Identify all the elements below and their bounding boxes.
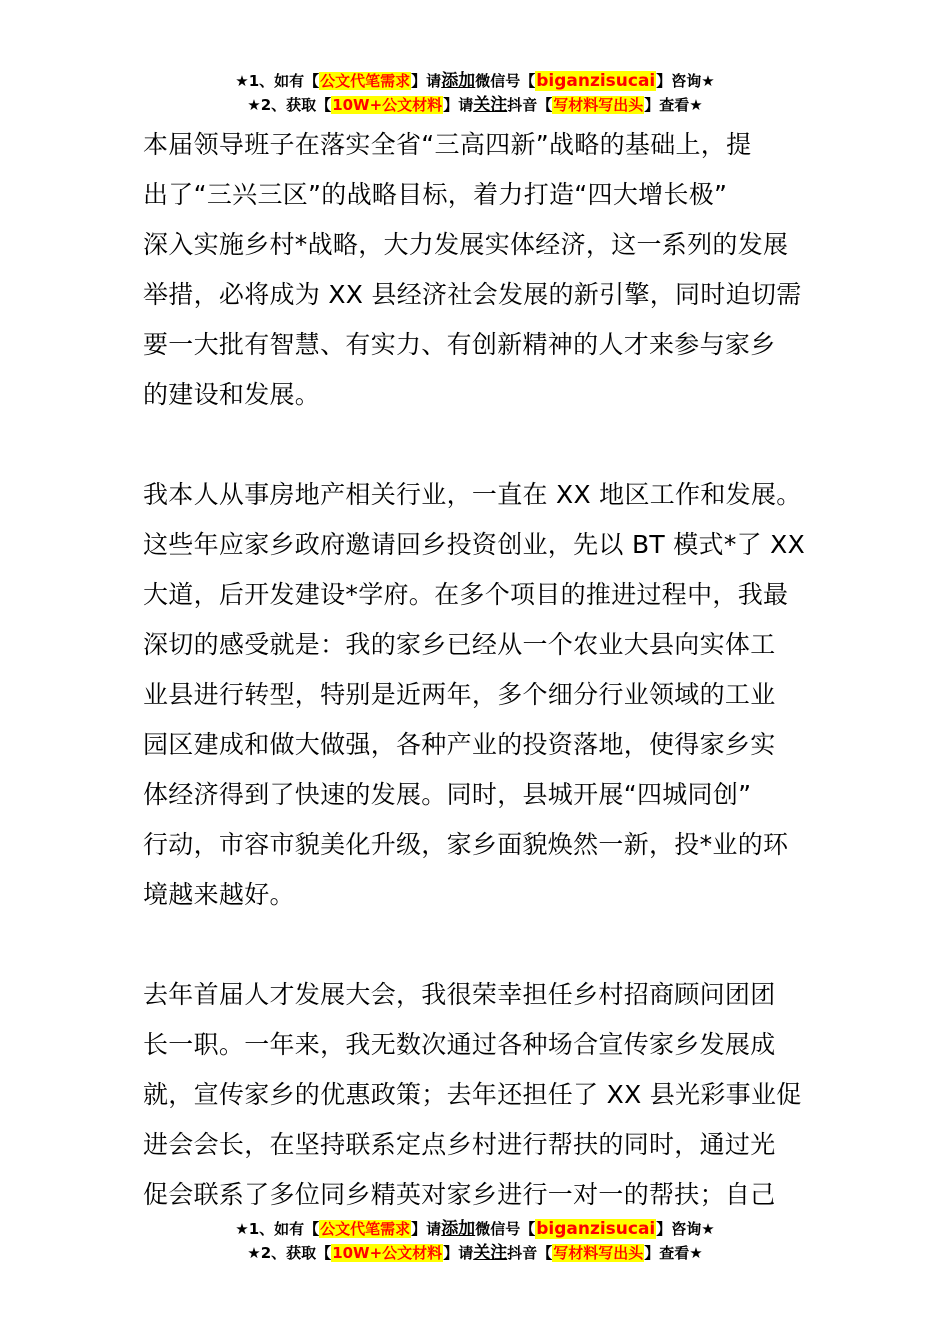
banner-highlight: 公文代笔需求 [320,72,411,90]
banner-text: 抖音【 [507,96,553,114]
banner-line-1 [0,1217,950,1241]
paragraph-1 [143,120,808,420]
text-line: 促会联系了多位同乡精英对家乡进行一对一的帮扶；自己 [143,1180,776,1209]
banner-emphasis: 关注 [473,1243,508,1263]
text-line: 去年首届人才发展大会，我很荣幸担任乡村招商顾问团团 [143,980,776,1009]
header-banner [0,69,950,117]
banner-douyin-id: 写材料写出头 [553,96,644,114]
text-line: 行动，市容市貌美化升级，家乡面貌焕然一新，投*业的环 [143,830,789,859]
document-body [143,120,808,1270]
text-line: 的建设和发展。 [143,380,321,409]
banner-text: 】查看★ [644,1244,703,1262]
banner-emphasis: 添加 [441,71,476,91]
text-line: 深入实施乡村*战略，大力发展实体经济，这一系列的发展 [143,230,789,259]
text-line: 要一大批有智慧、有实力、有创新精神的人才来参与家乡 [143,330,776,359]
banner-wechat-id: biganzisucai [536,71,656,91]
banner-text: 】请 [411,1220,442,1238]
banner-line-1 [0,69,950,93]
banner-line-2 [0,93,950,117]
text-line: 举措，必将成为 XX 县经济社会发展的新引擎，同时迫切需 [143,280,802,309]
text-line: 体经济得到了快速的发展。同时，县城开展“四城同创” [143,780,752,809]
banner-line-2 [0,1241,950,1265]
banner-text: ★2、获取【 [247,96,332,114]
banner-text: 抖音【 [507,1244,553,1262]
text-line: 这些年应家乡政府邀请回乡投资创业，先以 BT 模式*了 XX [143,530,806,559]
text-line: 就，宣传家乡的优惠政策；去年还担任了 XX 县光彩事业促 [143,1080,802,1109]
text-line: 业县进行转型，特别是近两年，多个细分行业领域的工业 [143,680,776,709]
banner-douyin-id: 写材料写出头 [553,1244,644,1262]
text-line: 长一职。一年来，我无数次通过各种场合宣传家乡发展成 [143,1030,776,1059]
banner-wechat-id: biganzisucai [536,1219,656,1239]
banner-text: ★1、如有【 [235,1220,320,1238]
text-line: 大道，后开发建设*学府。在多个项目的推进过程中，我最 [143,580,789,609]
text-line: 本届领导班子在落实全省“三高四新”战略的基础上，提 [143,130,752,159]
paragraph-2 [143,470,808,920]
banner-text: ★2、获取【 [247,1244,332,1262]
banner-text: 】咨询★ [656,72,715,90]
banner-emphasis: 关注 [473,95,508,115]
text-line: 我本人从事房地产相关行业，一直在 XX 地区工作和发展。 [143,480,802,509]
footer-banner [0,1217,950,1265]
banner-text: 微信号【 [475,1220,536,1238]
banner-text: 】请 [443,1244,474,1262]
banner-emphasis: 添加 [441,1219,476,1239]
banner-text: 微信号【 [475,72,536,90]
text-line: 园区建成和做大做强，各种产业的投资落地，使得家乡实 [143,730,776,759]
banner-highlight: 10W+公文材料 [332,1244,443,1262]
banner-text: ★1、如有【 [235,72,320,90]
text-line: 出了“三兴三区”的战略目标，着力打造“四大增长极” [143,180,728,209]
text-line: 进会会长，在坚持联系定点乡村进行帮扶的同时，通过光 [143,1130,776,1159]
banner-highlight: 10W+公文材料 [332,96,443,114]
banner-text: 】查看★ [644,96,703,114]
banner-text: 】请 [411,72,442,90]
banner-text: 】请 [443,96,474,114]
text-line: 深切的感受就是：我的家乡已经从一个农业大县向实体工 [143,630,776,659]
banner-highlight: 公文代笔需求 [320,1220,411,1238]
banner-text: 】咨询★ [656,1220,715,1238]
paragraph-3 [143,970,808,1220]
text-line: 境越来越好。 [143,880,295,909]
